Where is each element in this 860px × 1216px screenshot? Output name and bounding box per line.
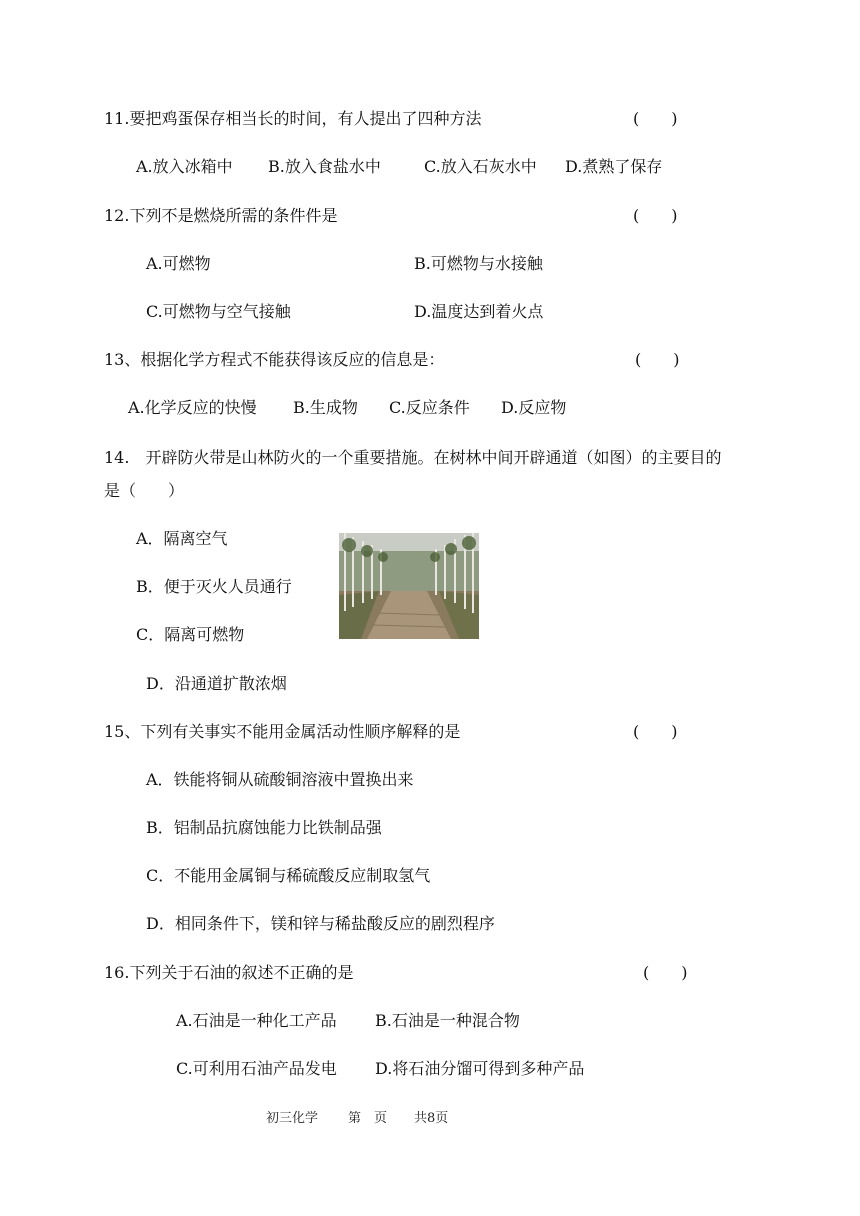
firebreak-forest-illustration (339, 533, 479, 639)
question-16-option-a: A.石油是一种化工产品 (176, 1011, 337, 1030)
question-13-answer-blank: ( ) (635, 350, 680, 369)
question-12-stem: 12.下列不是燃烧所需的条件件是 (104, 206, 338, 225)
question-16-option-b: B.石油是一种混合物 (375, 1011, 520, 1030)
question-13-option-b: B.生成物 (293, 398, 358, 417)
question-13-option-c: C.反应条件 (389, 398, 470, 417)
question-15-stem: 15、下列有关事实不能用金属活动性顺序解释的是 (104, 722, 461, 741)
question-11-option-b: B.放入食盐水中 (268, 157, 381, 176)
question-16-stem: 16.下列关于石油的叙述不正确的是 (104, 963, 354, 982)
question-11-option-a: A.放入冰箱中 (136, 157, 233, 176)
question-14-option-c: C．隔离可燃物 (136, 625, 245, 644)
question-12-option-c: C.可燃物与空气接触 (146, 302, 291, 321)
question-15-option-d: D．相同条件下，镁和锌与稀盐酸反应的剧烈程序 (146, 914, 495, 933)
question-14-stem-line-2: 是（ ） (104, 481, 185, 500)
question-16-answer-blank: ( ) (643, 963, 688, 982)
question-14-option-a: A．隔离空气 (136, 529, 228, 548)
question-11-answer-blank: ( ) (633, 109, 678, 128)
question-12-answer-blank: ( ) (633, 206, 678, 225)
question-16-option-c: C.可利用石油产品发电 (176, 1059, 337, 1078)
question-13-option-d: D.反应物 (501, 398, 567, 417)
footer-total-pages: 共8页 (414, 1111, 449, 1126)
question-14-option-d: D．沿通道扩散浓烟 (146, 674, 287, 693)
question-15-answer-blank: ( ) (633, 722, 678, 741)
firebreak-forest-photo (339, 533, 479, 639)
question-15-option-b: B．铝制品抗腐蚀能力比铁制品强 (146, 818, 382, 837)
question-13-option-a: A.化学反应的快慢 (128, 398, 257, 417)
question-11-option-d: D.煮熟了保存 (565, 157, 663, 176)
question-11-stem: 11.要把鸡蛋保存相当长的时间，有人提出了四种方法 (104, 109, 482, 128)
footer-subject: 初三化学 (266, 1111, 319, 1126)
question-15-option-c: C．不能用金属铜与稀硫酸反应制取氢气 (146, 866, 431, 885)
question-16-option-d: D.将石油分馏可得到多种产品 (375, 1059, 585, 1078)
question-12-option-a: A.可燃物 (146, 254, 211, 273)
question-14-option-b: B．便于灭火人员通行 (136, 577, 292, 596)
question-15-option-a: A．铁能将铜从硫酸铜溶液中置换出来 (146, 770, 414, 789)
question-14-stem-line-1: 14. 开辟防火带是山林防火的一个重要措施。在树林中间开辟通道（如图）的主要目的 (104, 448, 722, 467)
question-12-option-b: B.可燃物与水接触 (414, 254, 543, 273)
question-13-stem: 13、根据化学方程式不能获得该反应的信息是： (104, 350, 445, 369)
question-11-option-c: C.放入石灰水中 (424, 157, 537, 176)
footer-page-number: 第 页 (348, 1111, 388, 1126)
question-12-option-d: D.温度达到着火点 (414, 302, 544, 321)
